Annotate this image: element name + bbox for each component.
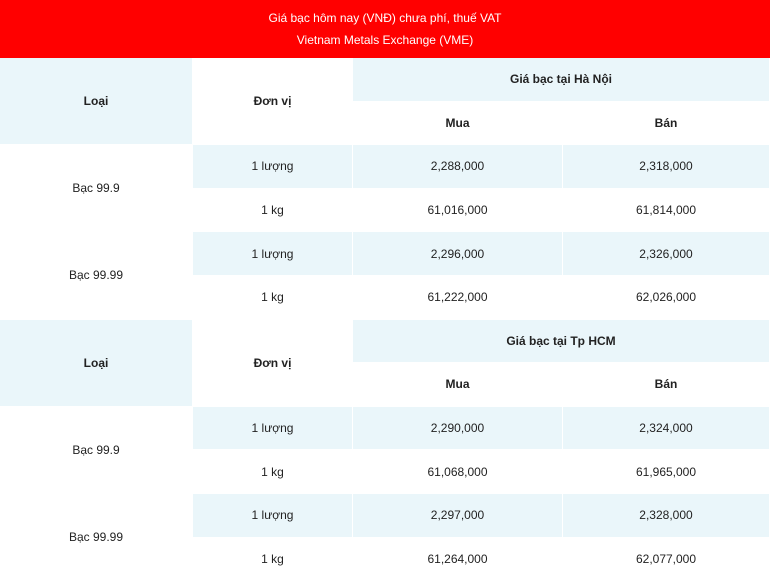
sell-column-header: Bán <box>563 102 770 146</box>
unit-cell: 1 kg <box>193 276 353 320</box>
unit-cell: 1 lượng <box>193 145 353 189</box>
unit-cell: 1 lượng <box>193 407 353 451</box>
sell-price-cell: 2,328,000 <box>563 494 770 538</box>
product-name-cell: Bạc 99.9 <box>0 145 193 232</box>
unit-column-header: Đơn vị <box>193 58 353 145</box>
type-column-header: Loại <box>0 58 193 145</box>
buy-price-cell: 61,016,000 <box>353 189 563 233</box>
buy-price-cell: 61,222,000 <box>353 276 563 320</box>
buy-price-cell: 2,296,000 <box>353 232 563 276</box>
section-header-row <box>0 58 770 102</box>
table-row <box>0 145 770 189</box>
table-title: Giá bạc hôm nay (VNĐ) chưa phí, thuế VAT <box>268 11 502 25</box>
type-column-header: Loại <box>0 320 193 407</box>
sell-price-cell: 2,324,000 <box>563 407 770 451</box>
buy-price-cell: 61,068,000 <box>353 450 563 494</box>
unit-column-header: Đơn vị <box>193 320 353 407</box>
table-row <box>0 232 770 276</box>
sell-price-cell: 61,965,000 <box>563 450 770 494</box>
product-name-cell: Bạc 99.9 <box>0 407 193 494</box>
sell-price-cell: 62,026,000 <box>563 276 770 320</box>
unit-cell: 1 kg <box>193 189 353 233</box>
unit-cell: 1 kg <box>193 450 353 494</box>
unit-cell: 1 lượng <box>193 494 353 538</box>
section-header-row <box>0 320 770 364</box>
sell-price-cell: 61,814,000 <box>563 189 770 233</box>
buy-price-cell: 2,288,000 <box>353 145 563 189</box>
sell-price-cell: 62,077,000 <box>563 538 770 582</box>
table-row <box>0 407 770 451</box>
buy-column-header: Mua <box>353 363 563 407</box>
sell-price-cell: 2,326,000 <box>563 232 770 276</box>
buy-price-cell: 61,264,000 <box>353 538 563 582</box>
silver-price-table <box>0 58 770 581</box>
table-row <box>0 494 770 538</box>
buy-column-header: Mua <box>353 102 563 146</box>
sell-column-header: Bán <box>563 363 770 407</box>
region-header-hanoi: Giá bạc tại Hà Nội <box>353 58 770 102</box>
buy-price-cell: 2,297,000 <box>353 494 563 538</box>
unit-cell: 1 lượng <box>193 232 353 276</box>
buy-price-cell: 2,290,000 <box>353 407 563 451</box>
table-title-banner <box>0 0 770 58</box>
table-subtitle: Vietnam Metals Exchange (VME) <box>296 33 474 47</box>
region-header-hcm: Giá bạc tại Tp HCM <box>353 320 770 364</box>
sell-price-cell: 2,318,000 <box>563 145 770 189</box>
product-name-cell: Bạc 99.99 <box>0 494 193 581</box>
unit-cell: 1 kg <box>193 538 353 582</box>
product-name-cell: Bạc 99.99 <box>0 232 193 319</box>
